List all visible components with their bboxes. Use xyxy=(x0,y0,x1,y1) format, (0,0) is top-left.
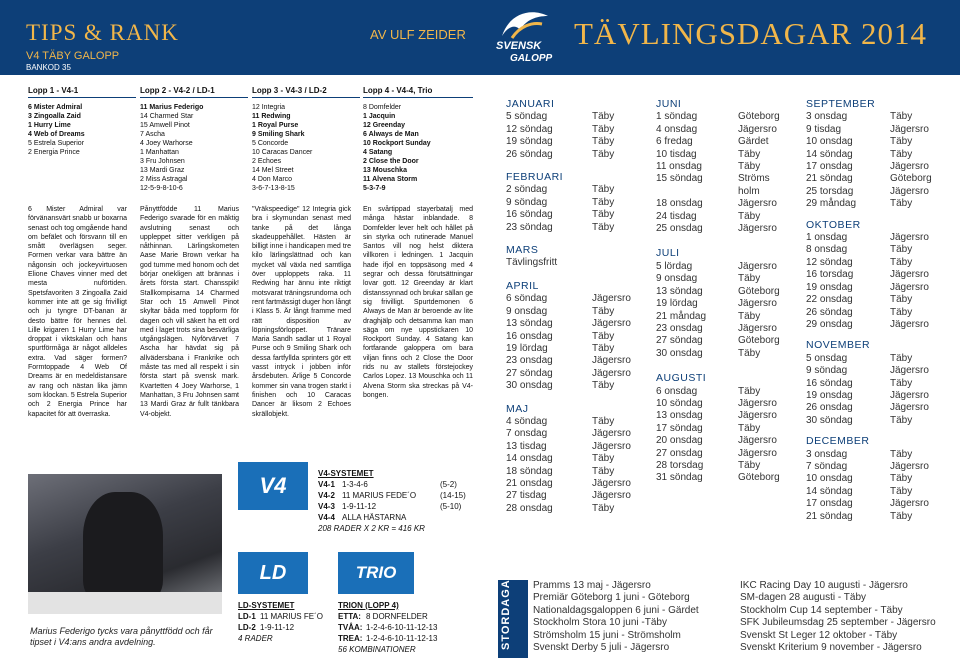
race-date-row: 8 onsdag Täby xyxy=(806,244,913,256)
stordag-item: Strömsholm 15 juni - Strömsholm xyxy=(533,629,681,641)
race-date-row: 26 söndag Täby xyxy=(506,148,615,160)
stordag-item: SFK Jubileumsdag 25 september - Jägersro xyxy=(740,617,936,629)
stordag-item: IKC Racing Day 10 augusti - Jägersro xyxy=(740,580,908,591)
trio-footer: 56 KOMBINATIONER xyxy=(338,645,416,654)
horse-item: 12-5-9-8-10-6 xyxy=(140,185,183,192)
horse-item: 2 Close the Door xyxy=(363,158,419,165)
v4-heading: V4-SYSTEMET xyxy=(318,469,374,478)
lopp-3-heading: Lopp 3 - V4-3 / LD-2 xyxy=(252,86,360,98)
logo-text-1: SVENSK xyxy=(496,40,542,52)
race-date-row: 9 onsdag Täby xyxy=(656,273,761,285)
race-date-row: 14 söndag Täby xyxy=(806,148,913,160)
trio-row-value: 8 DORNFELDER xyxy=(366,612,428,621)
horse-item: 13 Mardi Graz xyxy=(140,167,185,174)
v4-row-reserve: (14-15) xyxy=(440,491,466,500)
month-heading: JULI xyxy=(656,247,680,260)
horse-item: 1 Royal Purse xyxy=(252,122,299,129)
trio-badge: TRIO xyxy=(338,552,414,594)
horse-photo xyxy=(28,474,222,614)
horse-item: 2 Echoes xyxy=(252,158,282,165)
race-date-row: 26 onsdag Jägersro xyxy=(806,402,929,414)
trio-heading: TRION (LOPP 4) xyxy=(338,601,399,610)
lopp-1-horses xyxy=(28,103,138,157)
ld-row-key: LD-2 xyxy=(238,623,256,632)
race-date-row: 10 söndag Jägersro xyxy=(656,397,777,409)
horse-item: 4 Satang xyxy=(363,149,393,156)
race-date-row: 9 söndag Jägersro xyxy=(806,365,929,377)
race-date-row: 13 onsdag Jägersro xyxy=(656,410,777,422)
page-title: TIPS & RANK xyxy=(26,20,179,45)
stordag-item: Svenskt St Leger 12 oktober - Täby xyxy=(740,629,898,641)
race-date-row: 9 söndag Täby xyxy=(506,196,615,208)
race-date-row: 19 söndag Täby xyxy=(506,136,615,148)
lopp-2-horses xyxy=(140,103,250,193)
horse-item: 14 Mel Street xyxy=(252,167,294,174)
v4-row-value: 1-9-11-12 xyxy=(342,502,377,511)
photo-caption: Marius Federigo tycks vara pånyttfödd och får tipset i V4:ans andra avdelning. xyxy=(30,626,213,647)
horse-item: 13 Mouschka xyxy=(363,167,407,174)
race-date-row: 4 onsdag Jägersro xyxy=(656,123,777,135)
race-date-row: 27 tisdag Jägersro xyxy=(506,490,631,502)
race-date-row: 7 onsdag Jägersro xyxy=(506,428,631,440)
race-date-row: 20 onsdag Jägersro xyxy=(656,435,777,447)
race-date-row: 29 onsdag Jägersro xyxy=(806,318,929,330)
lopp-4-analysis: En svårtippad stayerbatalj med många hästar inblandade. 8 Domfelder lever helt och hållet på sin styrka och rutinerade Manuel Santos vill nog helst diktera villkoren i ledningen. 1 Jacquin hade ifjol en toppsäsong med 4 segrar och dessa förutsättningar lovar gott. 12 Greenday är klart distanssynnad och brukar sällan ge sig frivilligt. Spurtdemonen 6 Always de Man är beroende av lite draghjälp och detsamma kan man säga om nye uppstickaren 10 Rockport Sunday. 4 Satang kan fortfarande galoppera om bara viljan finns och 2 Close the Door rids nu av stallets förstejockey Carlos Lopez. 13 Mouschka och 11 Alvena Storm ska streckas på V4-bongen. xyxy=(363,206,473,399)
race-date-row: 27 onsdag Jägersro xyxy=(656,447,777,459)
calendar-title: TÄVLINGSDAGAR 2014 xyxy=(574,16,927,51)
race-date-row: 7 söndag Jägersro xyxy=(806,460,929,472)
v4-row-value: 11 MARIUS FEDE´O xyxy=(342,491,417,500)
stordag-item: Pramms 13 maj - Jägersro xyxy=(533,580,651,591)
race-date-row: 16 onsdag Täby xyxy=(506,330,615,342)
stordagar-list-left xyxy=(533,580,699,654)
race-date-row: 16 söndag Täby xyxy=(506,209,615,221)
horse-item: 3-6-7-13-8-15 xyxy=(252,185,295,192)
horse-item: 9 Smiling Shark xyxy=(252,131,305,138)
race-date-row: 1 söndag Göteborg xyxy=(656,111,780,123)
race-date-row: 30 söndag Täby xyxy=(806,414,913,426)
race-date-row: 16 söndag Täby xyxy=(806,377,913,389)
horse-item: 4 Don Marco xyxy=(252,176,293,183)
race-date-row: 19 onsdag Jägersro xyxy=(806,389,929,401)
horse-item: 14 Charmed Star xyxy=(140,113,194,120)
race-date-row: 23 söndag Täby xyxy=(506,221,615,233)
lopp-2-analysis: Pånyttfödde 11 Marius Federigo svarade för en mäktig avslutning senast och uppleppet sitter verkligen på nåthinnan. Lärlingskometen Aase Marie Brown verkar ha god tumme med honom och det börjar onekligen att brännas i årets första start. Chansspik! Stallkompisarna 14 Charmed Star och 15 Amwell Pinot skyltar båda med toppform för dagen och vill säkert ha ett ord med i laget trots sina besvärliga utgångslägen. Nyförvärvet 7 Ascha har hävdat sig på allvädersbana i Frankrike och måste tas med all respekt i sin första start på svensk mark. Kvartetten 4 Joey Warhorse, 1 Manhattan, 3 Fru Johnsen samt 13 Mardi Graz är fullt tänkbara V4-objekt. xyxy=(140,206,239,418)
v4-row-key: V4-2 xyxy=(318,491,335,500)
race-date-row: 4 söndag Täby xyxy=(506,415,615,427)
ld-row-key: LD-1 xyxy=(238,612,256,621)
race-date-row: 19 onsdag Jägersro xyxy=(806,281,929,293)
race-date-row: 27 söndag Göteborg xyxy=(656,335,780,347)
month-heading: SEPTEMBER xyxy=(806,98,876,110)
horse-item: 15 Amwell Pinot xyxy=(140,122,190,129)
race-date-row: 25 onsdag Jägersro xyxy=(656,223,777,235)
stordag-item: Svenskt Derby 5 juli - Jägersro xyxy=(533,642,670,654)
horse-item: 6 Always de Man xyxy=(363,131,419,138)
month-heading: MAJ xyxy=(506,402,529,415)
horse-item: 12 Integria xyxy=(252,104,286,111)
race-date-row: holm xyxy=(738,185,760,197)
race-date-row: 10 onsdag Täby xyxy=(806,473,913,485)
race-date-row: 26 söndag Täby xyxy=(806,306,913,318)
horse-item: 10 Rockport Sunday xyxy=(363,140,431,147)
horse-item: 11 Redwing xyxy=(252,113,291,120)
calendar-column-1 xyxy=(506,94,646,515)
horse-item: 3 Zingoalla Zaid xyxy=(28,113,81,120)
month-heading: DECEMBER xyxy=(806,435,870,448)
month-heading: APRIL xyxy=(506,279,539,292)
race-date-row: 13 söndag Jägersro xyxy=(506,318,631,330)
horse-item: 5-3-7-9 xyxy=(363,185,386,192)
stordag-item: Svenskt Kriterium 9 november - Jägersro xyxy=(740,642,922,654)
race-date-row: 28 onsdag Täby xyxy=(506,502,615,514)
race-date-row: 17 söndag Täby xyxy=(656,422,761,434)
horse-item: 8 Domfelder xyxy=(363,104,402,111)
horse-item: 4 Joey Warhorse xyxy=(140,140,193,147)
horse-item: 11 Alvena Storm xyxy=(363,176,418,183)
horse-item: 11 Marius Federigo xyxy=(140,104,204,111)
race-date-row: 10 onsdag Täby xyxy=(806,136,913,148)
stordag-item: Stockholm Stora 10 juni -Täby xyxy=(533,617,667,629)
lopp-4-heading: Lopp 4 - V4-4, Trio xyxy=(363,86,473,98)
race-date-row: 23 onsdag Jägersro xyxy=(656,322,777,334)
race-date-row: 5 söndag Täby xyxy=(506,111,615,123)
lopp-3-horses xyxy=(252,103,362,193)
stordagar-list-right xyxy=(740,580,936,654)
stordag-item: Stockholm Cup 14 september - Täby xyxy=(740,604,903,616)
race-date-row: 5 lördag Jägersro xyxy=(656,260,777,272)
race-date-row: 21 söndag Göteborg xyxy=(806,173,932,185)
v4-system xyxy=(318,468,478,534)
race-date-row: 13 söndag Göteborg xyxy=(656,285,780,297)
trio-row-value: 1-2-4-6-10-11-12-13 xyxy=(366,623,438,632)
race-date-row: 25 torsdag Jägersro xyxy=(806,185,929,197)
trio-system xyxy=(338,600,478,655)
horse-item: 1 Jacquin xyxy=(363,113,396,120)
calendar-column-2 xyxy=(656,94,796,485)
lopp-4-horses xyxy=(363,103,473,193)
calendar-column-3 xyxy=(806,94,956,523)
horse-item: 12 Greenday xyxy=(363,122,406,129)
race-date-row: 3 onsdag Täby xyxy=(806,448,913,460)
photo-strip xyxy=(28,592,222,614)
race-date-row: 16 torsdag Jägersro xyxy=(806,269,929,281)
ld-row-value: 11 MARIUS FE´O xyxy=(260,612,323,621)
race-date-row: Tävlingsfritt xyxy=(506,257,558,269)
stordag-item: Nationaldagsgaloppen 6 juni - Gärdet xyxy=(533,604,699,616)
race-date-row: 13 tisdag Jägersro xyxy=(506,440,631,452)
race-date-row: 30 onsdag Täby xyxy=(656,347,761,359)
v4-row-value: 1-3-4-6 xyxy=(342,480,368,489)
lopp-1-heading: Lopp 1 - V4-1 xyxy=(28,86,136,98)
race-date-row: 14 onsdag Täby xyxy=(506,453,615,465)
race-date-row: 24 tisdag Täby xyxy=(656,210,761,222)
horse-item: 5 Concorde xyxy=(252,140,289,147)
race-date-row: 12 söndag Täby xyxy=(506,123,615,135)
v4-row-key: V4-4 xyxy=(318,513,335,522)
lopp-3-analysis: "Vräkspeedige" 12 Integria gick bra i skymundan senast med tanke på det långa skadeuppehållet. Hästen är billigt inne i handicapen med tre kilo lärlingslättnad och kan mycket väl växla ned samtliga över upploppets raka. 11 Redwing har ännu inte riktigt motsvarat träningsrundorna och rent fartmässigt duger hon långt i Klass 5. Är långt framme med rätt disposition av löpningsförloppet. Tränare Maria Sandh sadlar ut 1 Royal Purse och 9 Smiling Shark och dessa fartfyllda sprinters gör ett vasst intryck i jobben inför årsdebuten. Ärlige 5 Concorde kommer sin vana trogen starkt i finishen och 10 Caracas Dancer är liksom 2 Echoes skrällobjekt. xyxy=(252,206,351,418)
horse-item: 7 Ascha xyxy=(140,131,165,138)
race-date-row: 17 onsdag Jägersro xyxy=(806,498,929,510)
ld-badge: LD xyxy=(238,552,308,594)
bankod: BANKOD 35 xyxy=(26,63,71,72)
race-date-row: 11 onsdag Täby xyxy=(656,161,761,173)
horse-item: 6 Mister Admiral xyxy=(28,104,83,111)
horse-item: 3 Fru Johnsen xyxy=(140,158,185,165)
race-date-row: 21 söndag Täby xyxy=(806,510,913,522)
race-date-row: 1 onsdag Jägersro xyxy=(806,232,929,244)
v4-row-reserve: (5-2) xyxy=(440,480,457,489)
month-heading: JANUARI xyxy=(506,98,555,110)
v4-row-key: V4-3 xyxy=(318,502,335,511)
stordag-item: Premiär Göteborg 1 juni - Göteborg xyxy=(533,592,690,604)
lopp-1-analysis: 6 Mister Admiral var förvänansvärt snabb ur boxarna senast och tog omgående hand om befälet och försvann till en smått överlägsen seger. Formen verkar vara bättre än någonsin och jockeyvirtuosen Elione Chaves vinner med det mesta nuförtiden. Spetsfavoriten 3 Zingoalla Zaid kommer inte att ge sig frivilligt och ju tyngre DT-banan är desto bättre för hennes del. Lille krigaren 1 Hurry Lime har droppat i viktskalan och hans spurtförmåga är något alldeles extra. Vad säger formen? Formtoppade 4 Web Of Dreams är en medeldistansare av rang och nästan lika jämn som klockan. 5 Estrela Superior och 2 Energia Prince har kapacitet för att överraska. xyxy=(28,206,127,418)
v4-footer: 208 RADER X 2 KR = 416 KR xyxy=(318,524,425,533)
horse-item: 1 Hurry Lime xyxy=(28,122,71,129)
horse-item: 1 Manhattan xyxy=(140,149,179,156)
subtitle: V4 TÄBY GALOPP xyxy=(26,50,120,62)
race-date-row: 22 onsdag Täby xyxy=(806,294,913,306)
race-date-row: 19 lördag Jägersro xyxy=(656,298,777,310)
race-date-row: 3 onsdag Täby xyxy=(806,111,913,123)
trio-row-key: TREA: xyxy=(338,634,363,643)
race-date-row: 18 söndag Täby xyxy=(506,465,615,477)
race-date-row: 31 söndag Göteborg xyxy=(656,472,780,484)
race-date-row: 30 onsdag Täby xyxy=(506,380,615,392)
race-date-row: 21 onsdag Jägersro xyxy=(506,477,631,489)
month-heading: NOVEMBER xyxy=(806,339,871,352)
month-heading: AUGUSTI xyxy=(656,372,707,385)
race-date-row: 9 tisdag Jägersro xyxy=(806,123,929,135)
horse-item: 2 Energia Prince xyxy=(28,149,80,156)
logo-text-2: GALOPP xyxy=(510,53,553,64)
race-date-row: 6 onsdag Täby xyxy=(656,385,761,397)
stordagar-label: STORDAGAR xyxy=(500,570,512,650)
month-heading: MARS xyxy=(506,244,539,257)
v4-row-reserve: (5-10) xyxy=(440,502,462,511)
stordagar-tab xyxy=(498,570,528,658)
trio-row-key: TVÅA: xyxy=(338,623,363,632)
race-date-row: 29 måndag Täby xyxy=(806,198,913,210)
ld-system xyxy=(238,600,338,644)
ld-row-value: 1-9-11-12 xyxy=(260,623,295,632)
race-date-row: 14 söndag Täby xyxy=(806,485,913,497)
horse-item: 10 Caracas Dancer xyxy=(252,149,313,156)
horse-item: 2 Miss Astragal xyxy=(140,176,188,183)
horse-item: 5 Estrela Superior xyxy=(28,140,85,147)
race-date-row: 23 onsdag Jägersro xyxy=(506,355,631,367)
trio-row-key: ETTA: xyxy=(338,612,361,621)
race-date-row: 19 lördag Täby xyxy=(506,342,615,354)
v4-badge: V4 xyxy=(238,462,308,510)
stordag-item: SM-dagen 28 augusti - Täby xyxy=(740,592,867,604)
lopp-2-heading: Lopp 2 - V4-2 / LD-1 xyxy=(140,86,248,98)
trio-row-value: 1-2-4-6-10-11-12-13 xyxy=(366,634,438,643)
month-heading: FEBRUARI xyxy=(506,171,564,184)
horse-silhouette xyxy=(83,492,163,602)
ld-heading: LD-SYSTEMET xyxy=(238,601,295,610)
race-date-row: 6 söndag Jägersro xyxy=(506,293,631,305)
v4-row-value: ALLA HÄSTARNA xyxy=(342,513,407,522)
race-date-row: 27 söndag Jägersro xyxy=(506,367,631,379)
ld-footer: 4 RADER xyxy=(238,634,273,643)
header-banner xyxy=(0,0,960,75)
svensk-galopp-logo xyxy=(492,6,554,70)
race-date-row: 9 onsdag Täby xyxy=(506,305,615,317)
race-date-row: 2 söndag Täby xyxy=(506,184,615,196)
v4-row-key: V4-1 xyxy=(318,480,335,489)
race-date-row: 17 onsdag Jägersro xyxy=(806,161,929,173)
horse-item: 4 Web of Dreams xyxy=(28,131,85,138)
race-date-row: 28 torsdag Täby xyxy=(656,459,761,471)
race-date-row: 21 måndag Täby xyxy=(656,310,761,322)
author-credit: AV ULF ZEIDER xyxy=(370,27,466,42)
race-date-row: 6 fredag Gärdet xyxy=(656,136,769,148)
race-date-row: 10 tisdag Täby xyxy=(656,148,761,160)
month-heading: JUNI xyxy=(656,98,682,110)
race-date-row: 5 onsdag Täby xyxy=(806,352,913,364)
month-heading: OKTOBER xyxy=(806,218,861,231)
race-date-row: 12 söndag Täby xyxy=(806,256,913,268)
race-date-row: 15 söndag Ströms xyxy=(656,173,770,185)
race-date-row: 18 onsdag Jägersro xyxy=(656,198,777,210)
